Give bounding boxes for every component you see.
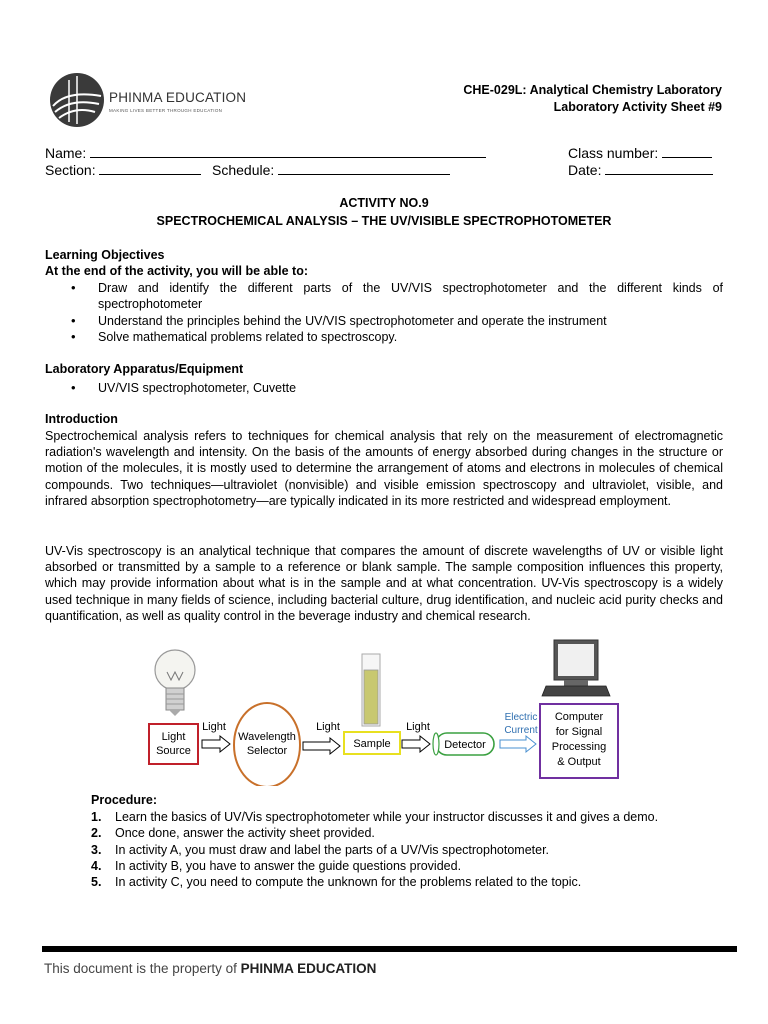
schedule-label: Schedule: [212,162,275,178]
light-arrow-2 [303,738,340,754]
procedure-number: 3. [91,842,102,857]
procedure-number: 2. [91,826,102,841]
footer-owner: PHINMA EDUCATION [240,961,377,976]
cuvette-icon [362,654,380,726]
computer-label-2: for Signal [555,726,603,738]
introduction-paragraph-1: Spectrochemical analysis refers to techniques for chemical analysis that rely on the measurement of electromagnetic radiation's wavelength and intensity. On the basis of the amounts of energy absorbed during changes in the structure or motion of the molecules, it is mostly used to determine the arrangement of atoms and electrons in molecules of chemical compounds. Two techniques—ultraviolet (nonvisible) and visible emission spectroscopy and ultraviolet, visible, and infrared absorption spectrophotometry—are typically indicated in its more restricted and widespread employment. [45,429,723,508]
procedure-item [91,842,731,858]
light-source-label-2: Source [156,745,191,757]
class-number-field [568,144,712,161]
date-blank[interactable] [605,161,713,175]
document-header [463,82,722,116]
footer-prefix: This document is the property of [44,961,237,976]
electric-current-arrow [500,736,536,752]
schedule-field [212,161,450,178]
footer-note [44,961,376,976]
section-label: Section: [45,162,96,178]
spectrophotometer-diagram [140,636,630,786]
arrow-3-label: Light [406,721,430,733]
light-source-box [149,724,198,764]
class-number-blank[interactable] [662,144,712,158]
detector-label: Detector [444,739,486,751]
procedure-text: Learn the basics of UV/Vis spectrophotometer while your instructor discusses it and gives a demo. [115,810,659,824]
wavelength-selector-label-1: Wavelength [238,731,296,743]
arrow-1-label: Light [202,721,226,733]
objective-item: • Draw and identify the different parts of the UV/VIS spectrophotometer and the different kinds of spectrophotometer [45,280,723,313]
class-number-label: Class number: [568,145,659,161]
procedure-text: In activity B, you have to answer the guide questions provided. [115,858,462,873]
current-label-1: Electric [504,712,538,723]
procedure-number: 5. [91,875,102,890]
objective-item: • Solve mathematical problems related to spectroscopy. [45,329,723,345]
activity-title: ACTIVITY NO.9 [339,196,429,210]
apparatus-list [45,380,723,396]
light-bulb-icon [155,650,195,716]
introduction-paragraph-2: UV-Vis spectroscopy is an analytical technique that compares the amount of discrete wavelengths of UV or visible light absorbed or transmitted by a sample to a reference or blank sample. The sample composition influences this property, which may provide information about what is in the sample and at what concentration. UV-Vis spectroscopy is a widely used technique in many fields of science, including bacterial culture, drug identification, and nucleic acid purity checks and quantification, as well as quality control in the beverage industry and chemical research. [45,544,723,623]
apparatus-item: • UV/VIS spectrophotometer, Cuvette [45,380,723,396]
light-arrow-1 [202,736,230,752]
apparatus-heading: Laboratory Apparatus/Equipment [45,362,244,376]
arrow-2-label: Light [316,721,340,733]
section-blank[interactable] [99,161,201,175]
phinma-logo [47,70,247,130]
date-field [568,161,713,178]
procedure-item [91,858,731,874]
objectives-list [45,280,723,345]
course-title: CHE-029L: Analytical Chemistry Laboratory [463,83,722,97]
procedure-text: In activity C, you need to compute the unknown for the problems related to the topic. [115,875,582,890]
procedure-list [91,809,731,890]
procedure-item [91,825,731,841]
footer-divider [42,946,737,952]
procedure-text: In activity A, you must draw and label the parts of a UV/Vis spectrophotometer. [115,842,550,857]
logo-tagline: MAKING LIVES BETTER THROUGH EDUCATION [109,108,223,113]
name-field [45,144,486,161]
date-label: Date: [568,162,602,178]
logo-name: PHINMA EDUCATION [109,90,247,105]
procedure-heading: Procedure: [91,793,157,807]
procedure-item [91,874,731,890]
procedure-text: Once done, answer the activity sheet provided. [115,826,375,841]
light-arrow-3 [402,736,430,752]
sample-label: Sample [353,738,391,750]
computer-icon [542,640,610,696]
objectives-heading: Learning Objectives [45,248,165,262]
procedure-number: 4. [91,858,102,873]
computer-label-4: & Output [557,756,601,768]
procedure-number: 1. [91,810,102,824]
objective-item: • Understand the principles behind the UV/VIS spectrophotometer and operate the instrument [45,313,723,329]
activity-subtitle: SPECTROCHEMICAL ANALYSIS – THE UV/VISIBLE SPECTROPHOTOMETER [156,214,612,228]
light-source-label-1: Light [161,731,186,743]
current-label-2: Current [504,725,538,736]
wavelength-selector-label-2: Selector [246,745,288,757]
introduction-heading: Introduction [45,412,118,426]
section-field [45,161,201,178]
name-label: Name: [45,145,87,161]
objectives-intro: At the end of the activity, you will be able to: [45,264,308,278]
computer-label-1: Computer [554,711,604,723]
schedule-blank[interactable] [278,161,450,175]
sheet-title: Laboratory Activity Sheet #9 [553,100,722,114]
computer-label-3: Processing [551,741,607,753]
name-blank[interactable] [90,144,486,158]
procedure-item [91,809,731,825]
phinma-logo-mark-icon [47,70,107,130]
